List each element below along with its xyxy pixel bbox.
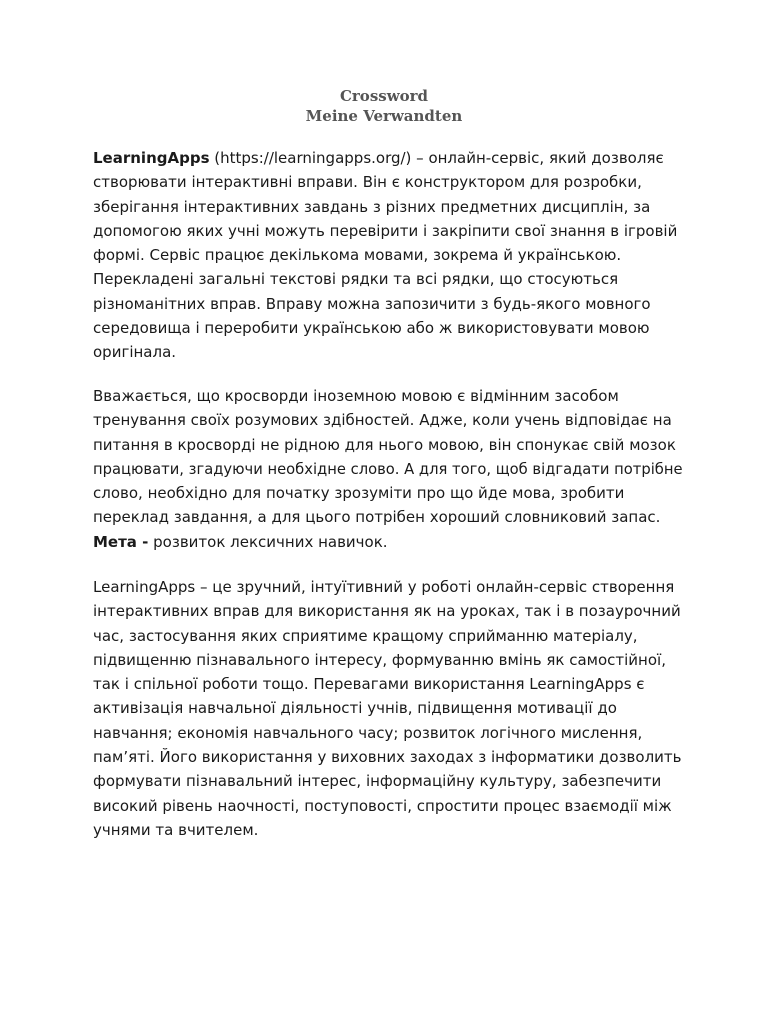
paragraph-text: (https://learningapps.org/) – онлайн-сервіс, який дозволяє xyxy=(209,149,664,167)
paragraph-learningapps-intro xyxy=(93,146,683,365)
paragraph-line: створювати інтерактивні вправи. Він є конструктором для розробки, xyxy=(93,173,642,192)
paragraph-line: працювати, згадуючи необхідне слово. А для того, щоб відгадати потрібне xyxy=(93,459,683,478)
goal-line xyxy=(93,530,683,554)
paragraph-line: високий рівень наочності, поступовості, спростити процес взаємодії між xyxy=(93,796,672,815)
title-line-1: Crossword xyxy=(339,87,429,105)
paragraph-learningapps-advantages xyxy=(93,575,683,842)
paragraph-crossword-benefits xyxy=(93,384,683,554)
paragraph-line xyxy=(93,146,683,170)
paragraph-line: формувати пізнавальний інтерес, інформаційну культуру, забезпечити xyxy=(93,772,662,791)
paragraph-line: тренування своїх розумових здібностей. Адже, коли учень відповідає на xyxy=(93,411,672,430)
paragraph-line: навчання; економія навчального часу; розвиток логічного мислення, xyxy=(93,723,643,742)
paragraph-line: так і спільної роботи тощо. Перевагами використання LearningApps є xyxy=(93,675,645,694)
bold-term-learningapps: LearningApps xyxy=(93,149,210,167)
paragraph-line: пам’яті. Його використання у виховних заходах з інформатики дозволить xyxy=(93,748,682,767)
paragraph-line: слово, необхідно для початку зрозуміти про що йде мова, зробити xyxy=(93,484,625,503)
paragraph-line: питання в кросворді не рідною для нього мовою, він спонукає свій мозок xyxy=(93,435,676,454)
paragraph-line: допомогою яких учні можуть перевірити і закріпити свої знання в ігровій xyxy=(93,221,678,240)
paragraph-line: формі. Сервіс працює декількома мовами, зокрема й українською. xyxy=(93,246,622,265)
paragraph-line: підвищенню пізнавального інтересу, формуванню вмінь як самостійної, xyxy=(93,650,666,669)
document-title xyxy=(0,86,768,126)
paragraph-line: активізація навчальної діяльності учнів, підвищення мотивації до xyxy=(93,699,617,718)
paragraph-line: Перекладені загальні текстові рядки та всі рядки, що стосуються xyxy=(93,270,619,289)
paragraph-line: LearningApps – це зручний, інтуїтивний у роботі онлайн-сервіс створення xyxy=(93,578,675,596)
goal-label: Мета - xyxy=(93,532,149,551)
paragraph-line: середовища і переробити українською або ж використовувати мовою xyxy=(93,319,650,338)
paragraph-line: оригінала. xyxy=(93,343,177,362)
paragraph-line: інтерактивних вправ для використання як на уроках, так і в позаурочний xyxy=(93,602,681,621)
paragraph-line: зберігання інтерактивних завдань з різних предметних дисциплін, за xyxy=(93,197,651,216)
paragraph-line: Вважається, що кросворди іноземною мовою є відмінним засобом xyxy=(93,387,619,405)
paragraph-line: час, застосування яких сприятиме кращому сприйманню матеріалу, xyxy=(93,626,638,645)
goal-text: розвиток лексичних навичок. xyxy=(148,532,388,551)
paragraph-line: різноманітних вправ. Вправу можна запозичити з будь-якого мовного xyxy=(93,294,651,313)
paragraph-line: учнями та вчителем. xyxy=(93,820,259,839)
title-line-2: Meine Verwandten xyxy=(305,107,463,125)
paragraph-line: переклад завдання, а для цього потрібен хороший словниковий запас. xyxy=(93,508,661,527)
